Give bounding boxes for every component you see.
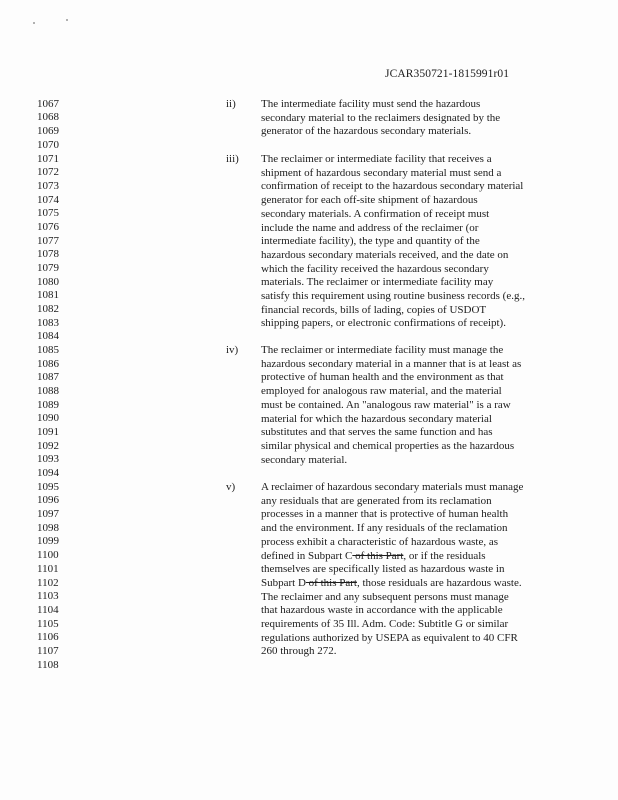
text-line: substitutes and that serves the same function and has xyxy=(261,426,493,439)
text-line: secondary material. xyxy=(261,453,348,466)
line-number: 1069 xyxy=(37,125,59,137)
line-number: 1087 xyxy=(37,371,59,383)
line-number: 1073 xyxy=(37,180,59,192)
line-number: 1095 xyxy=(37,481,59,493)
line-number: 1103 xyxy=(37,590,59,602)
line-number: 1098 xyxy=(37,522,59,534)
line-number: 1086 xyxy=(37,358,59,370)
line-number: 1084 xyxy=(37,330,59,342)
line-number: 1080 xyxy=(37,276,59,288)
line-number: 1082 xyxy=(37,303,59,315)
item-label: iii) xyxy=(226,153,239,165)
text-line: generator of the hazardous secondary materials. xyxy=(261,125,472,138)
scan-speck xyxy=(66,19,68,21)
text-line: hazardous secondary materials received, and the date on xyxy=(261,248,509,261)
text-line: materials. The reclaimer or intermediate facility may xyxy=(261,276,494,289)
item-paragraph xyxy=(261,481,561,659)
text-line: satisfy this requirement using routine business records (e.g., xyxy=(261,290,525,303)
line-number: 1078 xyxy=(37,248,59,260)
line-number: 1076 xyxy=(37,221,59,233)
text-line: financial records, bills of lading, copies of USDOT xyxy=(261,303,487,316)
text-line: material for which the hazardous secondary material xyxy=(261,412,492,425)
text-line: similar physical and chemical properties as the hazardous xyxy=(261,439,515,452)
line-number: 1089 xyxy=(37,399,59,411)
text-line: hazardous secondary material in a manner that is at least as xyxy=(261,357,522,370)
line-number: 1094 xyxy=(37,467,59,479)
text-line: which the facility received the hazardous secondary xyxy=(261,262,489,275)
text-line: The reclaimer and any subsequent persons must manage xyxy=(261,590,509,603)
line-number: 1079 xyxy=(37,262,59,274)
text-line: secondary materials. A confirmation of receipt must xyxy=(261,207,490,220)
line-number: 1104 xyxy=(37,604,59,616)
text-line: include the name and address of the reclaimer (or xyxy=(261,221,479,234)
item-paragraph xyxy=(261,344,561,467)
line-number: 1067 xyxy=(37,98,59,110)
text-line: The reclaimer or intermediate facility that receives a xyxy=(261,153,492,165)
line-number: 1092 xyxy=(37,440,59,452)
line-number: 1085 xyxy=(37,344,59,356)
line-number: 1091 xyxy=(37,426,59,438)
item-label: v) xyxy=(226,481,236,493)
line-number: 1075 xyxy=(37,207,59,219)
text-line: shipping papers, or electronic confirmations of receipt). xyxy=(261,317,506,330)
line-number: 1090 xyxy=(37,412,59,424)
item-label: ii) xyxy=(226,98,236,110)
text-line: themselves are specifically listed as hazardous waste in xyxy=(261,563,505,576)
text-line: any residuals that are generated from its reclamation xyxy=(261,494,492,507)
line-number: 1106 xyxy=(37,631,59,643)
text-line: Subpart D of this Part, those residuals are hazardous waste. xyxy=(261,576,522,589)
line-number: 1068 xyxy=(37,111,59,123)
line-number: 1088 xyxy=(37,385,59,397)
text-line: The reclaimer or intermediate facility must manage the xyxy=(261,344,504,356)
line-number: 1070 xyxy=(37,139,59,151)
text-line: processes in a manner that is protective of human health xyxy=(261,508,509,521)
text-line: regulations authorized by USEPA as equivalent to 40 CFR xyxy=(261,631,518,644)
text-line: confirmation of receipt to the hazardous secondary material xyxy=(261,180,524,193)
line-number: 1071 xyxy=(37,153,59,165)
line-number: 1102 xyxy=(37,577,59,589)
line-number: 1101 xyxy=(37,563,59,575)
text-line: secondary material to the reclaimers designated by the xyxy=(261,111,501,124)
line-number: 1107 xyxy=(37,645,59,657)
line-number: 1072 xyxy=(37,166,59,178)
line-number: 1093 xyxy=(37,453,59,465)
item-label: iv) xyxy=(226,344,239,356)
line-number: 1099 xyxy=(37,535,59,547)
text-line: that hazardous waste in accordance with the applicable xyxy=(261,604,503,617)
text-line: employed for analogous raw material, and the material xyxy=(261,385,502,398)
line-number: 1100 xyxy=(37,549,59,561)
line-number: 1081 xyxy=(37,289,59,301)
line-number: 1097 xyxy=(37,508,59,520)
text-line: The intermediate facility must send the hazardous xyxy=(261,98,481,110)
text-line: A reclaimer of hazardous secondary materials must manage xyxy=(261,481,524,493)
line-number: 1096 xyxy=(37,494,59,506)
text-line: requirements of 35 Ill. Adm. Code: Subtitle G or similar xyxy=(261,618,509,631)
text-line: must be contained. An "analogous raw material" is a raw xyxy=(261,398,511,411)
text-line: defined in Subpart C of this Part, or if the residuals xyxy=(261,549,486,562)
scan-speck xyxy=(33,22,35,24)
text-line: intermediate facility), the type and quantity of the xyxy=(261,235,480,248)
text-line: generator for each off-site shipment of hazardous xyxy=(261,194,478,207)
text-line: and the environment. If any residuals of the reclamation xyxy=(261,522,508,535)
struck-text: of this Part xyxy=(305,576,357,589)
text-line: protective of human health and the environment as that xyxy=(261,371,504,384)
document-id-header: JCAR350721-1815991r01 xyxy=(385,68,510,80)
text-line: process exhibit a characteristic of hazardous waste, as xyxy=(261,535,499,548)
line-number: 1083 xyxy=(37,317,59,329)
item-paragraph xyxy=(261,153,561,331)
line-number: 1108 xyxy=(37,659,59,671)
line-number: 1105 xyxy=(37,618,59,630)
item-paragraph xyxy=(261,98,561,139)
struck-text: of this Part xyxy=(352,549,404,562)
line-number: 1077 xyxy=(37,235,59,247)
text-line: shipment of hazardous secondary material must send a xyxy=(261,166,502,179)
line-number: 1074 xyxy=(37,194,59,206)
text-line: 260 through 272. xyxy=(261,645,337,658)
